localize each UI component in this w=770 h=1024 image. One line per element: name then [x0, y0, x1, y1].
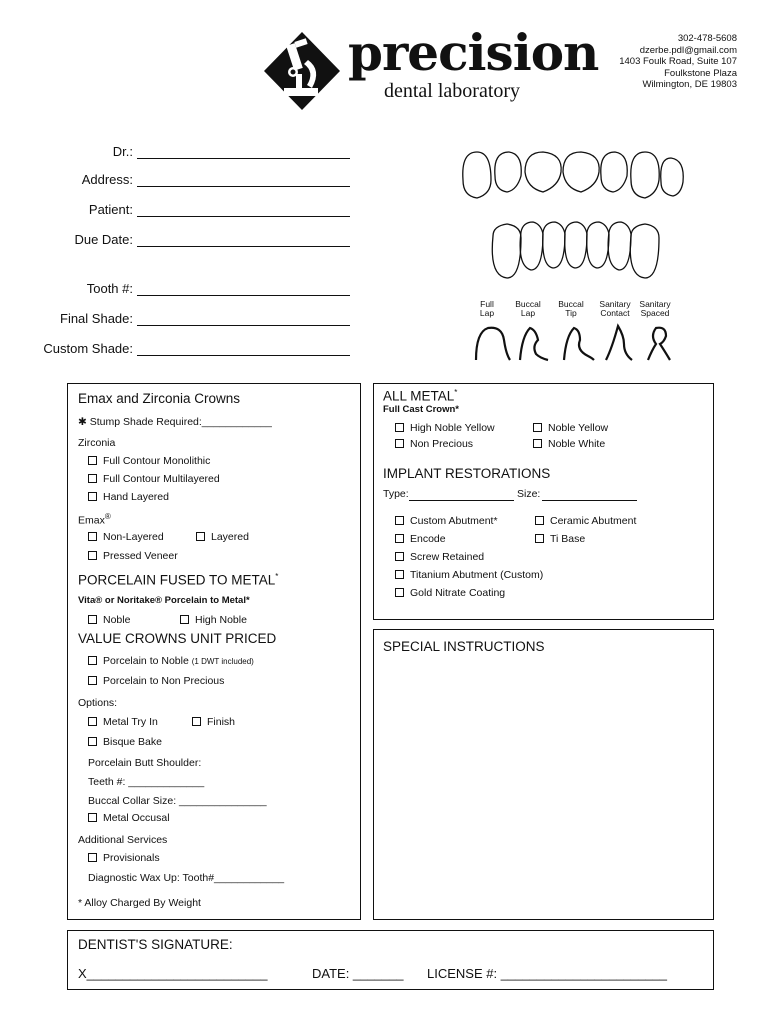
logo-subtitle: dental laboratory	[384, 80, 521, 102]
checkbox[interactable]	[88, 551, 97, 560]
stump-shade-line[interactable]: ✱ Stump Shade Required:____________	[78, 416, 272, 428]
checkbox[interactable]	[533, 423, 542, 432]
logo-wordmark: precision	[348, 23, 599, 82]
field-label: Due Date:	[74, 232, 133, 247]
implant-size-line[interactable]	[542, 500, 637, 501]
implant-restorations-title: IMPLANT RESTORATIONS	[383, 466, 551, 481]
address-line-1: 1403 Foulk Road, Suite 107	[619, 56, 737, 68]
checkbox-full-contour-monolithic[interactable]: Full Contour Monolithic	[88, 455, 210, 467]
contact-block	[619, 33, 737, 91]
checkbox-noble-white[interactable]: Noble White	[533, 438, 605, 450]
checkbox-noble-yellow[interactable]: Noble Yellow	[533, 422, 608, 434]
dr-field[interactable]	[20, 144, 350, 162]
checkbox[interactable]	[88, 456, 97, 465]
emax-zirconia-title: Emax and Zirconia Crowns	[78, 391, 241, 406]
checkbox-provisionals[interactable]: Provisionals	[88, 852, 160, 864]
checkbox[interactable]	[395, 516, 404, 525]
value-crowns-title: VALUE CROWNS UNIT PRICED	[78, 631, 277, 646]
checkbox[interactable]	[196, 532, 205, 541]
checkbox-gold-nitrate-coating[interactable]: Gold Nitrate Coating	[395, 587, 505, 599]
checkbox[interactable]	[395, 552, 404, 561]
tip-type-label: Full Lap	[479, 299, 495, 318]
implant-type-line[interactable]	[409, 500, 514, 501]
signature-line[interactable]: X_________________________	[78, 966, 268, 981]
zirconia-label: Zirconia	[78, 437, 116, 449]
field-line[interactable]	[137, 355, 350, 356]
address-line-2: Foulkstone Plaza	[664, 67, 737, 79]
checkbox-encode[interactable]: Encode	[395, 533, 446, 545]
pontic-tip-icons	[470, 322, 680, 364]
checkbox-high-noble-yellow[interactable]: High Noble Yellow	[395, 422, 495, 434]
field-label: Patient:	[88, 202, 133, 217]
field-label: Tooth #:	[86, 281, 133, 296]
tip-type-label: Sanitary Contact	[599, 299, 631, 318]
signature-title: DENTIST'S SIGNATURE:	[78, 937, 233, 952]
checkbox-high-noble[interactable]: High Noble	[180, 614, 247, 626]
tooth-number-field[interactable]	[20, 281, 350, 299]
checkbox-porcelain-to-noble[interactable]: Porcelain to Noble (1 DWT included)	[88, 655, 254, 667]
field-line[interactable]	[137, 186, 350, 187]
checkbox-hand-layered[interactable]: Hand Layered	[88, 491, 169, 503]
field-label: Address:	[81, 172, 133, 187]
checkbox-pressed-veneer[interactable]: Pressed Veneer	[88, 550, 178, 562]
checkbox[interactable]	[395, 588, 404, 597]
checkbox-noble[interactable]: Noble	[88, 614, 130, 626]
field-line[interactable]	[137, 325, 350, 326]
checkbox-non-layered[interactable]: Non-Layered	[88, 531, 164, 543]
teeth-diagram-icon	[455, 140, 695, 290]
tip-type-label: Buccal Lap	[515, 299, 541, 318]
diagnostic-wax-up-line[interactable]: Diagnostic Wax Up: Tooth#____________	[88, 872, 285, 884]
field-label: Final Shade:	[60, 311, 133, 326]
field-line[interactable]	[137, 295, 350, 296]
tip-type-label: Sanitary Spaced	[639, 299, 671, 318]
checkbox[interactable]	[88, 813, 97, 822]
field-label: Dr.:	[112, 144, 133, 159]
implant-type-label: Type:	[383, 488, 409, 500]
full-cast-crown-label: Full Cast Crown*	[383, 404, 460, 415]
checkbox[interactable]	[88, 717, 97, 726]
checkbox-full-contour-multilayered[interactable]: Full Contour Multilayered	[88, 473, 220, 485]
emax-label: Emax®	[78, 512, 111, 527]
porcelain-butt-shoulder-label: Porcelain Butt Shoulder:	[88, 757, 202, 769]
all-metal-title: ALL METAL*	[383, 388, 458, 404]
special-instructions-title: SPECIAL INSTRUCTIONS	[383, 639, 545, 654]
license-line[interactable]: LICENSE #: _______________________	[427, 966, 667, 981]
vita-noritake-line: Vita® or Noritake® Porcelain to Metal*	[78, 595, 250, 606]
email: dzerbe.pdl@gmail.com	[639, 44, 737, 56]
field-line[interactable]	[137, 216, 350, 217]
checkbox[interactable]	[180, 615, 189, 624]
field-label: Custom Shade:	[43, 341, 133, 356]
microscope-logo-icon	[262, 30, 342, 112]
checkbox-titanium-abutment[interactable]: Titanium Abutment (Custom)	[395, 569, 543, 581]
checkbox-metal-occusal[interactable]: Metal Occusal	[88, 812, 170, 824]
checkbox-custom-abutment[interactable]: Custom Abutment*	[395, 515, 498, 527]
implant-size-label: Size:	[517, 488, 541, 500]
options-label: Options:	[78, 697, 118, 709]
checkbox[interactable]	[192, 717, 201, 726]
checkbox[interactable]	[535, 534, 544, 543]
checkbox[interactable]	[395, 439, 404, 448]
checkbox[interactable]	[88, 737, 97, 746]
field-line[interactable]	[137, 246, 350, 247]
pfm-title: PORCELAIN FUSED TO METAL*	[78, 572, 279, 588]
checkbox[interactable]	[395, 423, 404, 432]
checkbox[interactable]	[88, 532, 97, 541]
checkbox-finish[interactable]: Finish	[192, 716, 235, 728]
address-line-3: Wilmington, DE 19803	[642, 79, 737, 91]
checkbox-metal-try-in[interactable]: Metal Try In	[88, 716, 158, 728]
metal-implant-section	[373, 383, 714, 620]
alloy-note: * Alloy Charged By Weight	[78, 897, 201, 909]
checkbox-bisque-bake[interactable]: Bisque Bake	[88, 736, 162, 748]
checkbox-non-precious[interactable]: Non Precious	[395, 438, 473, 450]
field-line[interactable]	[137, 158, 350, 159]
checkbox-screw-retained[interactable]: Screw Retained	[395, 551, 484, 563]
special-instructions-box[interactable]	[373, 629, 714, 920]
teeth-number-line[interactable]: Teeth #: _____________	[88, 776, 205, 788]
checkbox[interactable]	[88, 615, 97, 624]
additional-services-label: Additional Services	[78, 834, 168, 846]
checkbox[interactable]	[88, 656, 97, 665]
checkbox-porcelain-to-non-precious[interactable]: Porcelain to Non Precious	[88, 675, 224, 687]
checkbox[interactable]	[395, 570, 404, 579]
checkbox-layered[interactable]: Layered	[196, 531, 249, 543]
patient-field[interactable]	[20, 202, 350, 220]
checkbox[interactable]	[88, 676, 97, 685]
due-date-field[interactable]	[20, 232, 350, 250]
tip-type-label: Buccal Tip	[558, 299, 584, 318]
checkbox[interactable]	[88, 853, 97, 862]
checkbox-ti-base[interactable]: Ti Base	[535, 533, 585, 545]
phone: 302-478-5608	[677, 33, 737, 44]
checkbox-ceramic-abutment[interactable]: Ceramic Abutment	[535, 515, 636, 527]
checkbox[interactable]	[88, 492, 97, 501]
checkbox[interactable]	[88, 474, 97, 483]
buccal-collar-line[interactable]: Buccal Collar Size: _______________	[88, 795, 267, 807]
checkbox[interactable]	[395, 534, 404, 543]
checkbox[interactable]	[535, 516, 544, 525]
address-field[interactable]	[20, 172, 350, 190]
date-line[interactable]: DATE: _______	[312, 966, 404, 981]
custom-shade-field[interactable]	[20, 341, 350, 359]
final-shade-field[interactable]	[20, 311, 350, 329]
checkbox[interactable]	[533, 439, 542, 448]
